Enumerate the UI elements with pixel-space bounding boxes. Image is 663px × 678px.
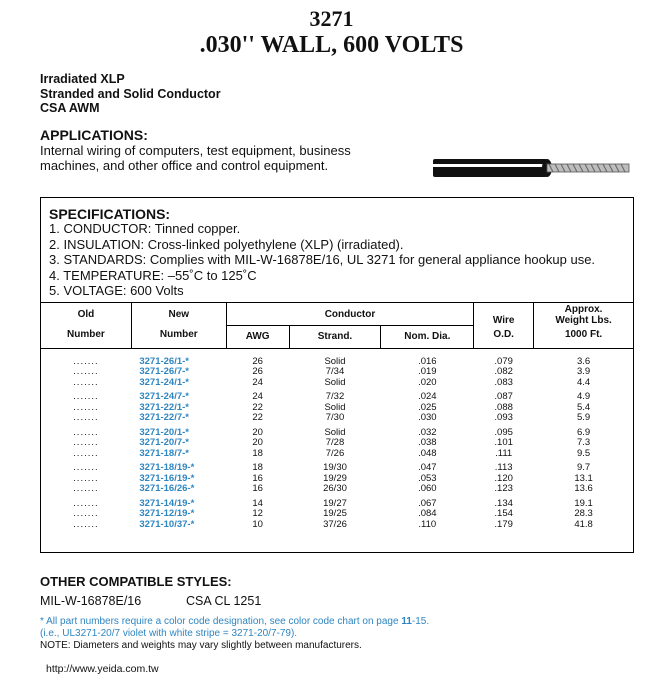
- cell-awg: 18: [252, 462, 263, 473]
- feature-item: Irradiated XLP: [40, 72, 125, 86]
- header-old-number: Number: [41, 326, 132, 349]
- cell-dia: .019: [418, 366, 437, 377]
- cell-awg: 26: [252, 355, 263, 367]
- cell-dia: .016: [418, 355, 437, 367]
- cell-od: .101: [494, 437, 513, 448]
- cell-new: 3271-26/1-*: [139, 355, 189, 367]
- cell-awg: 24: [252, 391, 263, 402]
- spec-item: 5. VOLTAGE: 600 Volts: [49, 283, 184, 298]
- cell-strand: Solid: [324, 355, 346, 367]
- cell-strand: 7/32: [325, 391, 345, 402]
- cell-weight: 5.4: [576, 401, 591, 413]
- table-row: [41, 520, 634, 531]
- cell-dia: .020: [418, 376, 437, 388]
- cell-od: .179: [494, 518, 513, 530]
- table-row: [41, 509, 634, 520]
- cell-weight: 7.3: [576, 437, 591, 448]
- cell-od: .082: [494, 366, 513, 377]
- cell-old: .......: [73, 508, 99, 519]
- cell-new: 3271-18/19-*: [139, 462, 195, 473]
- cell-strand: Solid: [324, 376, 346, 388]
- cell-awg: 26: [252, 366, 263, 377]
- header-strand: Strand.: [289, 326, 381, 349]
- cell-new: 3271-22/1-*: [139, 401, 189, 413]
- cell-dia: .024: [418, 391, 437, 402]
- cell-weight: 13.6: [574, 483, 593, 494]
- cell-weight: 6.9: [576, 426, 591, 438]
- table-row: [41, 378, 634, 389]
- cell-strand: 19/29: [323, 472, 347, 484]
- table-row: [41, 438, 634, 449]
- specifications-box: [40, 197, 634, 553]
- cell-od: .113: [494, 462, 513, 473]
- cell-awg: 12: [252, 508, 263, 519]
- footnote-text: -15.: [411, 616, 430, 627]
- cell-dia: .048: [418, 447, 437, 459]
- spec-item: 1. CONDUCTOR: Tinned copper.: [49, 221, 241, 236]
- cell-strand: 7/26: [325, 447, 345, 459]
- header-conductor: Conductor: [226, 303, 474, 326]
- cell-od: .134: [494, 497, 513, 509]
- applications-heading: APPLICATIONS:: [40, 127, 148, 143]
- cell-old: .......: [73, 366, 99, 377]
- header-weight-unit: 1000 Ft.: [534, 326, 634, 349]
- cell-strand: 19/25: [323, 508, 347, 519]
- header-wire-od: O.D.: [474, 326, 534, 349]
- footnote-note: NOTE: Diameters and weights may vary slightly between manufacturers.: [40, 640, 362, 651]
- feature-item: CSA AWM: [40, 101, 100, 115]
- cell-od: .088: [494, 401, 513, 413]
- cell-strand: 19/30: [323, 462, 347, 473]
- cell-dia: .067: [418, 497, 437, 509]
- cell-weight: 4.9: [576, 391, 591, 402]
- header-awg: AWG: [226, 326, 289, 349]
- cell-awg: 18: [252, 447, 263, 459]
- cell-dia: .047: [418, 462, 437, 473]
- header-new-number: Number: [131, 326, 226, 349]
- cell-old: .......: [73, 376, 99, 388]
- cell-old: .......: [73, 518, 99, 530]
- cell-awg: 22: [252, 401, 263, 413]
- cell-new: 3271-20/7-*: [139, 437, 189, 448]
- cell-new: 3271-18/7-*: [139, 447, 189, 459]
- cell-weight: 3.9: [576, 366, 591, 377]
- feature-item: Stranded and Solid Conductor: [40, 86, 221, 101]
- cell-od: .111: [495, 447, 513, 459]
- cell-new: 3271-22/7-*: [139, 412, 189, 423]
- cell-weight: 28.3: [574, 508, 593, 519]
- cell-od: .087: [494, 391, 513, 402]
- footnote-text: * All part numbers require a color code designation, see color code chart on page: [40, 616, 402, 627]
- cell-old: .......: [73, 497, 99, 509]
- table-row: [41, 424, 634, 439]
- cell-awg: 14: [252, 497, 263, 509]
- footnote-example: (i.e., UL3271-20/7 violet with white stripe = 3271-20/7-79).: [40, 628, 298, 639]
- cell-strand: 7/30: [325, 412, 345, 423]
- cell-old: .......: [73, 391, 99, 402]
- spec-item: 2. INSULATION: Cross-linked polyethylene (XLP) (irradiated).: [49, 236, 404, 252]
- cell-weight: 9.7: [576, 462, 591, 473]
- cell-dia: .038: [418, 437, 437, 448]
- cell-dia: .025: [418, 401, 437, 413]
- footer-url[interactable]: http://www.yeida.com.tw: [46, 663, 159, 675]
- cell-od: .120: [494, 472, 513, 484]
- other-styles-heading: OTHER COMPATIBLE STYLES:: [40, 574, 232, 589]
- cell-new: 3271-12/19-*: [139, 508, 195, 519]
- specifications-list: [49, 221, 595, 299]
- cell-dia: .060: [418, 483, 437, 494]
- spec-item: 3. STANDARDS: Complies with MIL-W-16878E/16, UL 3271 for general appliance hookup use.: [49, 252, 596, 267]
- cell-strand: 7/34: [325, 366, 345, 377]
- color-code-footnote: [40, 616, 429, 640]
- cell-strand: 7/28: [325, 437, 345, 448]
- cell-od: .123: [494, 483, 513, 494]
- wire-spec-table: [40, 302, 634, 530]
- cell-strand: 37/26: [323, 518, 347, 530]
- cell-weight: 19.1: [574, 497, 593, 509]
- spec-item: 4. TEMPERATURE: –55˚C to 125˚C: [49, 267, 257, 283]
- cell-od: .154: [494, 508, 513, 519]
- header-nom-dia: Nom. Dia.: [381, 326, 474, 349]
- table-row: [41, 459, 634, 474]
- cell-strand: 26/30: [323, 483, 347, 494]
- cell-dia: .032: [418, 426, 437, 438]
- cell-new: 3271-16/26-*: [139, 483, 195, 494]
- model-number: 3271: [309, 6, 354, 31]
- table-row: [41, 495, 634, 510]
- cell-weight: 3.6: [576, 355, 591, 367]
- other-style-item: CSA CL 1251: [186, 594, 262, 608]
- cell-awg: 16: [252, 483, 263, 494]
- cell-awg: 10: [252, 518, 263, 530]
- cell-dia: .030: [418, 412, 437, 423]
- cell-weight: 5.9: [576, 412, 591, 423]
- header-wire: Wire: [474, 303, 534, 326]
- cell-old: .......: [73, 412, 99, 423]
- cell-new: 3271-16/19-*: [139, 472, 195, 484]
- header-new: New: [131, 303, 226, 326]
- cell-od: .079: [494, 355, 513, 367]
- cell-dia: .053: [418, 472, 437, 484]
- cell-old: .......: [73, 447, 99, 459]
- cell-od: .083: [494, 376, 513, 388]
- specifications-heading: SPECIFICATIONS:: [49, 206, 171, 222]
- cell-awg: 20: [252, 426, 263, 438]
- cell-od: .093: [494, 412, 513, 423]
- cell-new: 3271-26/7-*: [139, 366, 189, 377]
- cell-old: .......: [73, 437, 99, 448]
- cell-new: 3271-10/37-*: [139, 518, 195, 530]
- cell-weight: 4.4: [576, 376, 591, 388]
- feature-list: [40, 72, 221, 116]
- table-row: [41, 484, 634, 495]
- cell-dia: .110: [418, 518, 437, 530]
- other-style-item: MIL-W-16878E/16: [40, 594, 142, 608]
- applications-text: Internal wiring of computers, test equipment, business machines, and other office and control equipment.: [40, 143, 351, 173]
- table-row: [41, 348, 634, 367]
- cell-od: .095: [494, 426, 513, 438]
- header-old: Old: [41, 303, 132, 326]
- cell-weight: 9.5: [576, 447, 591, 459]
- footnote-page-link[interactable]: 11: [401, 616, 412, 627]
- cell-new: 3271-24/7-*: [139, 391, 189, 402]
- cell-awg: 22: [252, 412, 263, 423]
- page-subtitle: .030'' WALL, 600 VOLTS: [199, 32, 464, 58]
- cell-old: .......: [73, 462, 99, 473]
- cell-awg: 24: [252, 376, 263, 388]
- cell-weight: 13.1: [574, 472, 593, 484]
- cell-awg: 16: [252, 472, 263, 484]
- cell-old: .......: [73, 401, 99, 413]
- cell-old: .......: [73, 472, 99, 484]
- header-weight-line: Approx.: [564, 303, 603, 315]
- wire-illustration-icon: [433, 156, 633, 180]
- table-row: [41, 367, 634, 378]
- cell-dia: .084: [418, 508, 437, 519]
- cell-strand: Solid: [324, 401, 346, 413]
- cell-awg: 20: [252, 437, 263, 448]
- cell-new: 3271-24/1-*: [139, 376, 189, 388]
- header-weight-line: Weight Lbs.: [555, 314, 612, 326]
- cell-old: .......: [73, 483, 99, 494]
- cell-strand: 19/27: [323, 497, 347, 509]
- table-row: [41, 388, 634, 403]
- cell-old: .......: [73, 426, 99, 438]
- cell-weight: 41.8: [574, 518, 593, 530]
- cell-new: 3271-14/19-*: [139, 497, 195, 509]
- header-weight: [534, 303, 634, 326]
- cell-old: .......: [73, 355, 99, 367]
- table-row: [41, 413, 634, 424]
- table-row: [41, 449, 634, 460]
- cell-strand: Solid: [324, 426, 346, 438]
- cell-new: 3271-20/1-*: [139, 426, 189, 438]
